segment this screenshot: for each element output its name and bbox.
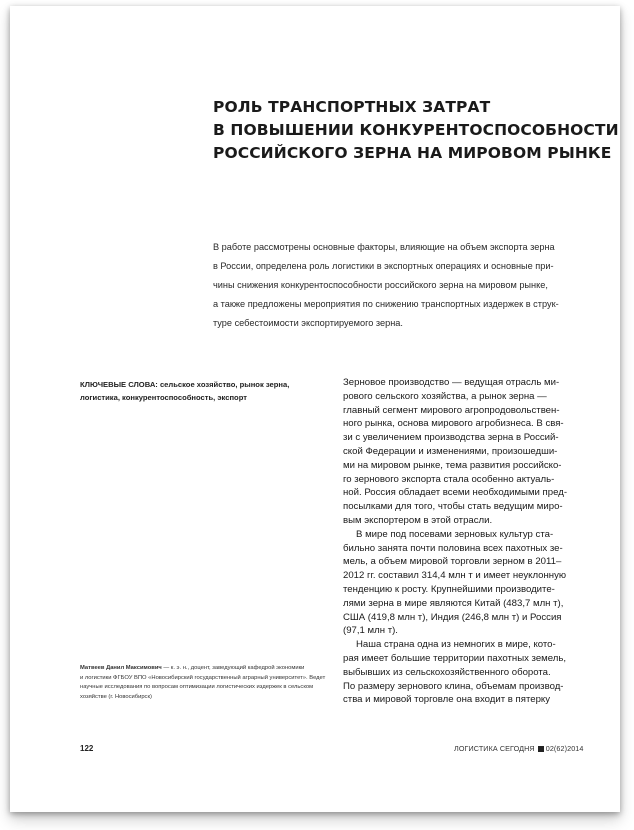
body-line: В мире под посевами зерновых культур ста- xyxy=(356,528,554,540)
body-line: мель, а объем мировой торговли зерном в 2011– xyxy=(343,556,562,568)
body-line: Зерновое производство — ведущая отрасль ми- xyxy=(343,377,560,388)
body-line: тенденцию к росту. Крупнейшими производите- xyxy=(343,583,555,595)
abstract xyxy=(213,238,591,333)
body-line: рового сельского хозяйства, а рынок зерна — xyxy=(343,390,547,402)
body-line: ной. Россия обладает всеми необходимыми пред- xyxy=(343,487,568,499)
body-line: (97,1 млн т). xyxy=(343,625,398,637)
title-line: РОССИЙСКОГО ЗЕРНА НА МИРОВОМ РЫНКЕ xyxy=(213,144,612,162)
title-line: В ПОВЫШЕНИИ КОНКУРЕНТОСПОСОБНОСТИ xyxy=(213,121,619,139)
body-text xyxy=(343,376,593,707)
body-line: вым экспортером в этой отрасли. xyxy=(343,514,493,526)
body-line: ного рынка, основа мирового агробизнеса. В свя- xyxy=(343,418,564,430)
author-name: Матвеев Данил Максимович xyxy=(80,665,162,671)
square-bullet-icon xyxy=(538,746,544,752)
keywords xyxy=(80,379,320,404)
abstract-line: чины снижения конкурентоспособности российского зерна на мировом рынке, xyxy=(213,280,548,290)
abstract-line: туре себестоимости экспортируемого зерна. xyxy=(213,318,403,328)
body-line: 2012 гг. составил 314,4 млн т и имеет неуклонную xyxy=(343,570,567,582)
author-line xyxy=(80,664,330,674)
author-line: научные исследования по вопросам оптимизации логистических издержек в сельском xyxy=(80,684,314,691)
body-line: бильно занята почти половина всех пахотных зе- xyxy=(343,542,563,554)
author-affiliation-start: — к. э. н., доцент, заведующий кафедрой экономики xyxy=(161,665,305,671)
abstract-line: В работе рассмотрены основные факторы, влияющие на объем экспорта зерна xyxy=(213,242,555,252)
body-line: го зернового экспорта стала особенно актуаль- xyxy=(343,473,555,485)
journal-footer xyxy=(454,744,584,753)
article-title xyxy=(213,96,619,165)
abstract-line: в России, определена роль логистики в экспортных операциях и основные при- xyxy=(213,261,554,271)
body-line: главный сегмент мирового агропродовольствен- xyxy=(343,404,560,416)
body-line: США (419,8 млн т), Индия (246,8 млн т) и Россия xyxy=(343,611,562,623)
body-line: ства и мировой торговле она входит в пятерку xyxy=(343,694,551,706)
body-line: зи с увеличением производства зерна в Россий- xyxy=(343,432,559,444)
body-line: По размеру зернового клина, объемам производ- xyxy=(343,680,564,692)
body-line: лями зерна в мире являются Китай (483,7 млн т), xyxy=(343,597,564,609)
body-line: Наша страна одна из немногих в мире, кото- xyxy=(356,639,556,651)
keywords-line: логистика, конкурентоспособность, экспорт xyxy=(80,392,247,402)
journal-name: ЛОГИСТИКА СЕГОДНЯ xyxy=(454,744,535,753)
title-line: РОЛЬ ТРАНСПОРТНЫХ ЗАТРАТ xyxy=(213,98,491,116)
body-line: ми на мировом рынке, тема развития российско- xyxy=(343,459,562,471)
body-line: посылками для того, чтобы стать ведущим миро- xyxy=(343,501,563,513)
body-line: выбывших из сельскохозяйственного оборота. xyxy=(343,666,551,678)
author-line: и логистики ФГБОУ ВПО «Новосибирский государственный аграрный университет». Ведет xyxy=(80,674,326,681)
author-info xyxy=(80,664,330,702)
page-number: 122 xyxy=(80,744,94,753)
body-line: ской Федерации и изменениями, произошедши- xyxy=(343,445,558,457)
journal-issue: 02(62)2014 xyxy=(545,744,584,753)
abstract-line: а также предложены мероприятия по снижению транспортных издержек в струк- xyxy=(213,299,559,309)
author-line: хозяйстве (г. Новосибирск) xyxy=(80,693,152,700)
keywords-line: КЛЮЧЕВЫЕ СЛОВА: сельское хозяйство, рынок зерна, xyxy=(80,380,290,389)
body-line: рая имеет большие территории пахотных земель, xyxy=(343,652,567,664)
